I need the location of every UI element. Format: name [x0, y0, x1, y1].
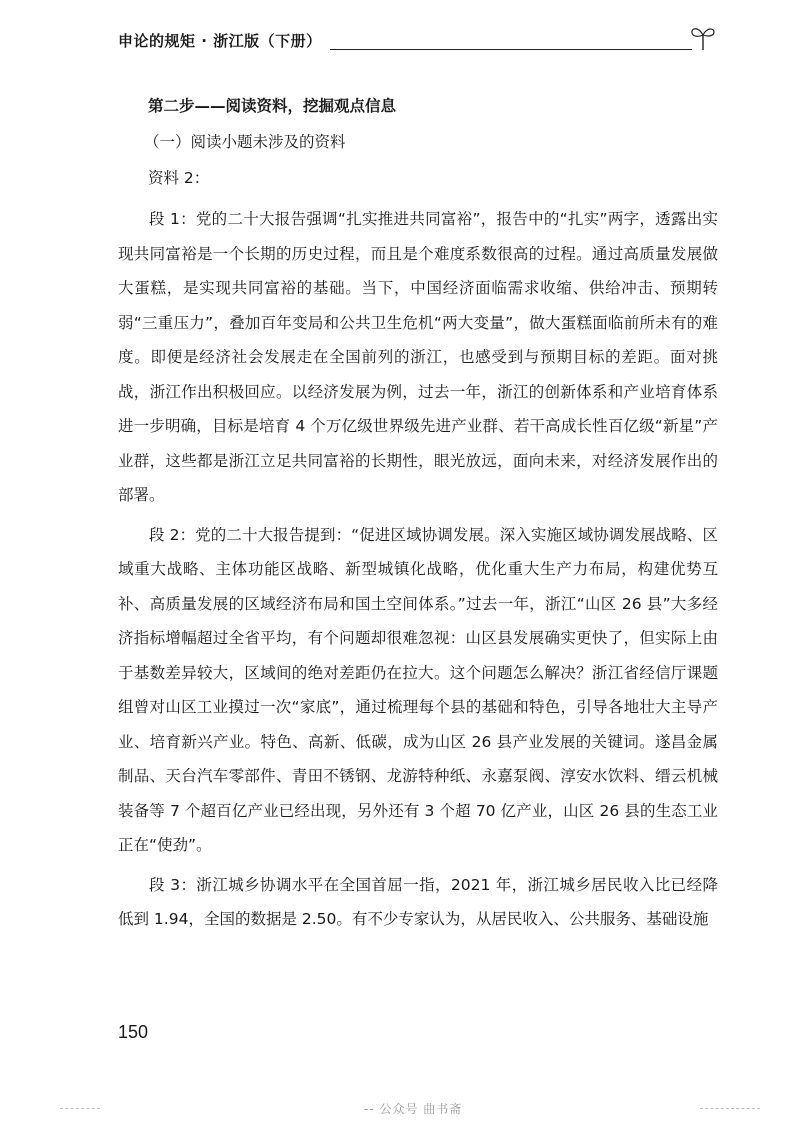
- running-header: [118, 20, 718, 54]
- header-rule: [330, 49, 692, 50]
- paragraph: 段 3：浙江城乡协调水平在全国首屈一指，2021 年，浙江城乡居民收入比已经降低到 1.94，全国的数据是 2.50。有不少专家认为，从居民收入、公共服务、基础设施: [118, 875, 718, 928]
- page-content: [118, 92, 718, 942]
- footer-watermark: -- 公众号 曲书斋: [364, 1102, 463, 1116]
- sprout-icon: [688, 22, 718, 52]
- paragraph: 段 2：党的二十大报告提到：“促进区域协调发展。深入实施区域协调发展战略、区域重大战略、主体功能区战略、新型城镇化战略，优化重大生产力布局，构建优势互补、高质量发展的区域经济布局和国土空间体系。”过去一年，浙江“山区 26 县”大多经济指标增幅超过全省平均，有个问题却很难忽视：山区县发展确实更快了，但实际上由于基数差异较大，区域间的绝对差距仍在拉大。这个问题怎么解决？浙江省经信厅课题组曾对山区工业摸过一次“家底”，通过梳理每个县的基础和特色，引导各地壮大主导产业、培育新兴产业。特色、高新、低碳，成为山区 26 县产业发展的关键词。遂昌金属制品、天台汽车零部件、青田不锈钢、龙游特种纸、永嘉泵阀、淳安水饮料、缙云机械装备等 7 个超百亿产业已经出现，另外还有 3 个超 70 亿产业，山区 26 县的生态工业正在“使劲”。: [118, 525, 718, 854]
- page-number: 150: [118, 1022, 149, 1042]
- material-label: 资料 2：: [148, 169, 210, 187]
- step-title: 第二步——阅读资料，挖掘观点信息: [148, 97, 397, 115]
- paragraph: 段 1：党的二十大报告强调“扎实推进共同富裕”，报告中的“扎实”两字，透露出实现共同富裕是一个长期的历史过程，而且是个难度系数很高的过程。通过高质量发展做大蛋糕，是实现共同富裕的基础。当下，中国经济面临需求收缩、供给冲击、预期转弱“三重压力”，叠加百年变局和公共卫生危机“两大变量”，做大蛋糕面临前所未有的难度。即便是经济社会发展走在全国前列的浙江，也感受到与预期目标的差距。面对挑战，浙江作出积极回应。以经济发展为例，过去一年，浙江的创新体系和产业培育体系进一步明确，目标是培育 4 个万亿级世界级先进产业群、若干高成长性百亿级“新星”产业群，这些都是浙江立足共同富裕的长期性，眼光放远，面向未来，对经济发展作出的部署。: [118, 210, 718, 504]
- section-subtitle: （一）阅读小题未涉及的资料: [144, 133, 346, 151]
- scan-artifact: [700, 1108, 760, 1111]
- scan-artifact: [60, 1108, 100, 1111]
- book-title: 申论的规矩 · 浙江版（下册）: [118, 32, 322, 50]
